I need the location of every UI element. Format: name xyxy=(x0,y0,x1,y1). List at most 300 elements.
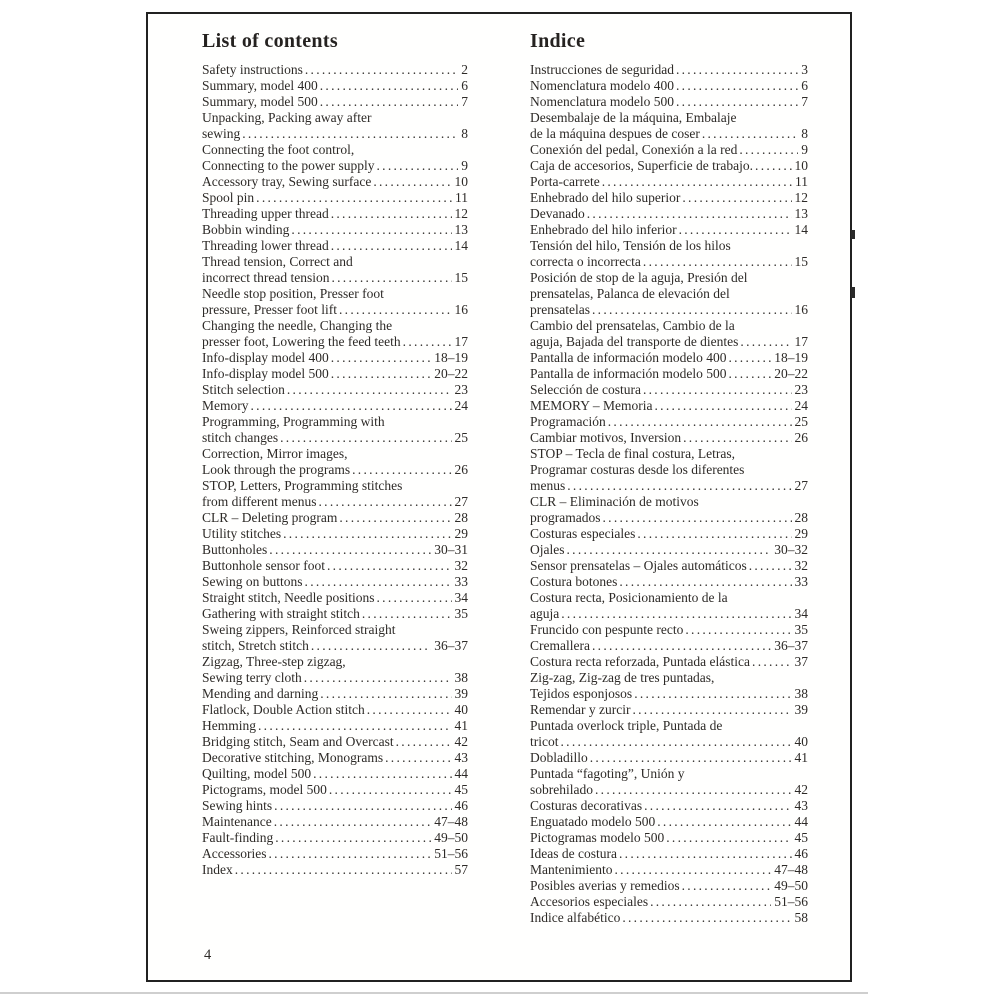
toc-entry-page: 9 xyxy=(801,142,808,157)
toc-entry-line xyxy=(202,686,468,702)
toc-entry xyxy=(530,702,808,718)
toc-entry-page: 51–56 xyxy=(434,846,468,861)
toc-entry xyxy=(530,158,808,174)
toc-entry-page: 33 xyxy=(794,574,808,589)
toc-entry-text: Hemming xyxy=(202,718,256,733)
toc-entry-text: Correction, Mirror images, xyxy=(202,446,348,461)
toc-entry-line xyxy=(530,734,808,750)
dot-leader xyxy=(362,606,452,622)
dot-leader xyxy=(728,366,771,382)
toc-entry-line xyxy=(202,350,468,366)
toc-entry xyxy=(202,702,468,718)
toc-entry xyxy=(530,670,808,702)
dot-leader xyxy=(682,190,791,206)
toc-entry xyxy=(202,526,468,542)
toc-entry xyxy=(202,558,468,574)
toc-entry-line xyxy=(202,478,468,494)
toc-entry-text: tricot xyxy=(530,734,559,749)
toc-entry-text: CLR – Deleting program xyxy=(202,510,338,525)
dot-leader xyxy=(331,206,452,222)
toc-entry-page: 24 xyxy=(794,398,808,413)
dot-leader xyxy=(592,638,771,654)
toc-entry-line xyxy=(202,302,468,318)
toc-entry xyxy=(530,814,808,830)
toc-entry xyxy=(530,110,808,142)
dot-leader xyxy=(619,846,792,862)
toc-entry xyxy=(202,366,468,382)
dot-leader xyxy=(602,174,792,190)
toc-entry-text: from different menus xyxy=(202,494,317,509)
toc-entry xyxy=(530,910,808,926)
dot-leader xyxy=(644,798,791,814)
toc-entry-line xyxy=(530,62,808,78)
toc-entry xyxy=(202,190,468,206)
toc-entries-spanish xyxy=(530,62,808,926)
dot-leader xyxy=(739,142,798,158)
dot-leader xyxy=(235,862,452,878)
toc-entry-line xyxy=(530,206,808,222)
dot-leader xyxy=(634,686,791,702)
toc-entry-text: Info-display model 400 xyxy=(202,350,329,365)
dot-leader xyxy=(385,750,451,766)
toc-entry xyxy=(530,750,808,766)
toc-entry-page: 10 xyxy=(454,174,468,189)
toc-entry xyxy=(202,94,468,110)
toc-entry-line xyxy=(202,206,468,222)
toc-entry-page: 11 xyxy=(795,174,808,189)
toc-entry-line xyxy=(530,846,808,862)
toc-column-english xyxy=(202,29,468,878)
toc-entry-line xyxy=(530,254,808,270)
toc-entry-line xyxy=(530,478,808,494)
toc-entry-text: Summary, model 400 xyxy=(202,78,318,93)
toc-entry-line xyxy=(202,126,468,142)
dot-leader xyxy=(602,510,791,526)
toc-entry-text: Programming, Programming with xyxy=(202,414,385,429)
toc-entry-text: Programar costuras desde los diferentes xyxy=(530,462,745,477)
toc-entry-line xyxy=(202,222,468,238)
toc-entry-page: 16 xyxy=(454,302,468,317)
toc-entry-line xyxy=(530,718,808,734)
toc-entry-text: Fruncido con pespunte recto xyxy=(530,622,684,637)
toc-entry-line xyxy=(202,750,468,766)
toc-entry-line xyxy=(530,142,808,158)
toc-entry-line xyxy=(530,894,808,910)
dot-leader xyxy=(331,238,452,254)
toc-entry-page: 29 xyxy=(454,526,468,541)
toc-entry-line xyxy=(202,734,468,750)
toc-entry-page: 25 xyxy=(454,430,468,445)
toc-entry xyxy=(202,590,468,606)
toc-title-spanish: Indice xyxy=(530,30,586,52)
dot-leader xyxy=(305,574,452,590)
toc-entry-line xyxy=(530,462,808,478)
dot-leader xyxy=(676,62,798,78)
dot-leader xyxy=(749,558,792,574)
toc-entry xyxy=(202,446,468,478)
dot-leader xyxy=(632,702,791,718)
toc-entry-line xyxy=(202,574,468,590)
toc-entry-line xyxy=(530,190,808,206)
toc-entry-line xyxy=(530,430,808,446)
toc-entry-page: 23 xyxy=(454,382,468,397)
toc-entry-page: 12 xyxy=(794,190,808,205)
toc-entry xyxy=(530,238,808,270)
toc-entry-page: 7 xyxy=(801,94,808,109)
toc-entry xyxy=(202,734,468,750)
toc-entry-text: Costuras decorativas xyxy=(530,798,643,813)
toc-entry-line xyxy=(202,254,468,270)
toc-entry-text: Accesorios especiales xyxy=(530,894,649,909)
toc-entry-page: 41 xyxy=(454,718,468,733)
toc-entry-text: Sewing hints xyxy=(202,798,273,813)
toc-entry-page: 47–48 xyxy=(434,814,468,829)
toc-entry xyxy=(202,862,468,878)
dot-leader xyxy=(331,350,432,366)
toc-entry-text: Enhebrado del hilo superior xyxy=(530,190,681,205)
toc-entry-line xyxy=(530,830,808,846)
toc-entry xyxy=(530,526,808,542)
toc-entry-page: 13 xyxy=(794,206,808,221)
toc-entry-page: 57 xyxy=(454,862,468,877)
toc-entry-page: 34 xyxy=(794,606,808,621)
dot-leader xyxy=(331,366,432,382)
toc-entry-text: Accessory tray, Sewing surface xyxy=(202,174,372,189)
toc-entry-text: Pantalla de información modelo 400 xyxy=(530,350,727,365)
toc-entry-text: Puntada overlock triple, Puntada de xyxy=(530,718,723,733)
toc-entry-line xyxy=(202,798,468,814)
dot-leader xyxy=(291,222,451,238)
dot-leader xyxy=(702,126,798,142)
dot-leader xyxy=(339,302,452,318)
dot-leader xyxy=(587,206,792,222)
toc-entry-text: Dobladillo xyxy=(530,750,588,765)
toc-entry-text: Indice alfabético xyxy=(530,910,621,925)
toc-entry xyxy=(530,430,808,446)
toc-entry-text: Ojales xyxy=(530,542,565,557)
toc-entry-page: 13 xyxy=(454,222,468,237)
toc-entry-line xyxy=(530,542,808,558)
toc-entry xyxy=(202,414,468,446)
dot-leader xyxy=(728,350,771,366)
toc-entry-line xyxy=(530,414,808,430)
toc-entry-page: 6 xyxy=(801,78,808,93)
toc-entry-page: 18–19 xyxy=(774,350,808,365)
toc-entry-text: Connecting the foot control, xyxy=(202,142,355,157)
toc-entry-text: Memory xyxy=(202,398,249,413)
toc-entry-line xyxy=(202,382,468,398)
toc-entry-line xyxy=(530,446,808,462)
toc-entries-english xyxy=(202,62,468,878)
toc-entry-text: Desembalaje de la máquina, Embalaje xyxy=(530,110,737,125)
toc-entry-text: Summary, model 500 xyxy=(202,94,318,109)
toc-entry-page: 43 xyxy=(794,798,808,813)
toc-entry-line xyxy=(202,62,468,78)
toc-entry-page: 47–48 xyxy=(774,862,808,877)
toc-entry-line xyxy=(530,654,808,670)
toc-entry-text: Costura botones xyxy=(530,574,618,589)
toc-entry-page: 30–31 xyxy=(434,542,468,557)
toc-entry-page: 26 xyxy=(454,462,468,477)
dot-leader xyxy=(274,798,451,814)
toc-entry-page: 3 xyxy=(801,62,808,77)
toc-entry-line xyxy=(202,78,468,94)
dot-leader xyxy=(650,894,771,910)
toc-entry xyxy=(202,350,468,366)
dot-leader xyxy=(683,430,791,446)
dot-leader xyxy=(320,78,459,94)
toc-entry-text: Pictograms, model 500 xyxy=(202,782,327,797)
toc-entry-line xyxy=(202,190,468,206)
toc-entry-page: 51–56 xyxy=(774,894,808,909)
toc-entry-text: presser foot, Lowering the feed teeth xyxy=(202,334,401,349)
toc-entry-text: sewing xyxy=(202,126,241,141)
toc-entry-page: 18–19 xyxy=(434,350,468,365)
toc-entry xyxy=(530,830,808,846)
toc-entry-page: 10 xyxy=(794,158,808,173)
toc-entry-page: 38 xyxy=(794,686,808,701)
toc-entry-line xyxy=(202,622,468,638)
toc-entry-text: correcta o incorrecta xyxy=(530,254,641,269)
toc-entry xyxy=(202,718,468,734)
toc-entry-text: Posibles averias y remedios xyxy=(530,878,680,893)
toc-entry-line xyxy=(202,318,468,334)
toc-entry-line xyxy=(530,798,808,814)
toc-entry xyxy=(530,94,808,110)
toc-entry xyxy=(530,350,808,366)
toc-entry xyxy=(202,510,468,526)
toc-entry-text: Connecting to the power supply xyxy=(202,158,375,173)
dot-leader xyxy=(740,334,791,350)
toc-entry-text: Programación xyxy=(530,414,606,429)
toc-entry-text: Maintenance xyxy=(202,814,272,829)
toc-entry-line xyxy=(202,110,468,126)
dot-leader xyxy=(275,830,431,846)
toc-entry-text: prensatelas, Palanca de elevación del xyxy=(530,286,730,301)
toc-entry-line xyxy=(530,110,808,126)
toc-column-spanish xyxy=(530,29,808,926)
dot-leader xyxy=(614,862,771,878)
dot-leader xyxy=(592,302,792,318)
dot-leader xyxy=(318,494,451,510)
toc-entry-text: Sewing on buttons xyxy=(202,574,303,589)
dot-leader xyxy=(619,574,791,590)
dot-leader xyxy=(655,398,792,414)
dot-leader xyxy=(242,126,458,142)
dot-leader xyxy=(331,270,451,286)
toc-entry-page: 15 xyxy=(794,254,808,269)
toc-entry-text: Selección de costura xyxy=(530,382,641,397)
toc-entry xyxy=(530,542,808,558)
toc-entry-text: Threading upper thread xyxy=(202,206,329,221)
toc-entry-page: 20–22 xyxy=(434,366,468,381)
toc-entry-line xyxy=(202,142,468,158)
toc-entry-text: STOP – Tecla de final costura, Letras, xyxy=(530,446,735,461)
toc-entry xyxy=(530,798,808,814)
toc-entry-text: Zig-zag, Zig-zag de tres puntadas, xyxy=(530,670,715,685)
toc-entry xyxy=(530,718,808,750)
toc-entry-line xyxy=(202,334,468,350)
dot-leader xyxy=(608,414,792,430)
dot-leader xyxy=(595,782,792,798)
toc-entry-text: Decorative stitching, Monograms xyxy=(202,750,384,765)
toc-entry-line xyxy=(530,606,808,622)
toc-entry-text: Puntada “fagoting”, Unión y xyxy=(530,766,685,781)
toc-entry-page: 27 xyxy=(454,494,468,509)
scan-speck xyxy=(851,230,855,239)
toc-entry xyxy=(202,686,468,702)
toc-entry-text: Posición de stop de la aguja, Presión del xyxy=(530,270,748,285)
toc-entry-text: Safety instructions xyxy=(202,62,303,77)
toc-entry xyxy=(202,798,468,814)
toc-entry-text: Costura recta reforzada, Puntada elástica xyxy=(530,654,751,669)
toc-entry-text: Nomenclatura modelo 400 xyxy=(530,78,674,93)
toc-entry xyxy=(202,222,468,238)
toc-entry-text: incorrect thread tension xyxy=(202,270,330,285)
dot-leader xyxy=(637,526,791,542)
toc-entry xyxy=(530,398,808,414)
toc-entry xyxy=(530,878,808,894)
toc-entry-text: Needle stop position, Presser foot xyxy=(202,286,384,301)
toc-entry-page: 16 xyxy=(794,302,808,317)
toc-entry-text: programados xyxy=(530,510,601,525)
toc-entry-line xyxy=(202,590,468,606)
toc-entry xyxy=(202,766,468,782)
dot-leader xyxy=(313,766,451,782)
toc-entry xyxy=(530,494,808,526)
page-number: 4 xyxy=(204,947,212,963)
toc-entry xyxy=(530,590,808,622)
toc-entry-page: 27 xyxy=(794,478,808,493)
toc-entry-line xyxy=(530,78,808,94)
toc-entry-page: 25 xyxy=(794,414,808,429)
toc-entry-line xyxy=(202,398,468,414)
dot-leader xyxy=(258,718,452,734)
toc-entry-text: Cambio del prensatelas, Cambio de la xyxy=(530,318,735,333)
toc-entry xyxy=(530,766,808,798)
toc-entry-page: 28 xyxy=(454,510,468,525)
toc-entry xyxy=(202,830,468,846)
toc-entry-text: Enhebrado del hilo inferior xyxy=(530,222,677,237)
toc-entry xyxy=(202,478,468,510)
toc-entry xyxy=(202,606,468,622)
toc-entry-page: 6 xyxy=(461,78,468,93)
toc-entry-text: Instrucciones de seguridad xyxy=(530,62,674,77)
toc-entry xyxy=(530,862,808,878)
toc-entry-line xyxy=(530,126,808,142)
dot-leader xyxy=(567,542,772,558)
scan-shadow xyxy=(0,992,868,994)
toc-entry-page: 8 xyxy=(461,126,468,141)
dot-leader xyxy=(403,334,452,350)
toc-entry xyxy=(530,222,808,238)
toc-entry-text: Mantenimiento xyxy=(530,862,613,877)
toc-entry-line xyxy=(530,334,808,350)
toc-entry xyxy=(530,142,808,158)
toc-entry-line xyxy=(202,718,468,734)
toc-entry-line xyxy=(202,670,468,686)
dot-leader xyxy=(367,702,452,718)
dot-leader xyxy=(339,510,451,526)
dot-leader xyxy=(643,382,792,398)
toc-entry-text: Pantalla de información modelo 500 xyxy=(530,366,727,381)
toc-entry-text: Zigzag, Three-step zigzag, xyxy=(202,654,346,669)
dot-leader xyxy=(329,782,452,798)
toc-entry xyxy=(202,286,468,318)
toc-entry-page: 38 xyxy=(454,670,468,685)
toc-entry-line xyxy=(530,238,808,254)
toc-entry-text: Fault-finding xyxy=(202,830,274,845)
toc-entry-page: 58 xyxy=(794,910,808,925)
toc-entry-text: Devanado xyxy=(530,206,585,221)
dot-leader xyxy=(376,158,458,174)
toc-entry-line xyxy=(202,526,468,542)
toc-entry-page: 7 xyxy=(461,94,468,109)
toc-entry-line xyxy=(202,510,468,526)
toc-entry-text: Index xyxy=(202,862,233,877)
toc-entry-line xyxy=(202,542,468,558)
toc-entry-line xyxy=(530,862,808,878)
toc-entry-line xyxy=(202,494,468,510)
toc-entry-line xyxy=(202,174,468,190)
toc-entry-text: Changing the needle, Changing the xyxy=(202,318,393,333)
dot-leader xyxy=(682,878,772,894)
toc-entry-line xyxy=(530,510,808,526)
document-page xyxy=(146,12,852,982)
toc-entry-line xyxy=(202,366,468,382)
toc-entry-text: menus xyxy=(530,478,566,493)
toc-entry-page: 35 xyxy=(454,606,468,621)
toc-entry xyxy=(530,894,808,910)
toc-entry xyxy=(202,382,468,398)
toc-entry-text: Bobbin winding xyxy=(202,222,290,237)
toc-entry-line xyxy=(202,158,468,174)
dot-leader xyxy=(676,78,798,94)
toc-entry xyxy=(530,654,808,670)
toc-entry xyxy=(530,558,808,574)
toc-entry-line xyxy=(530,574,808,590)
dot-leader xyxy=(567,478,791,494)
toc-entry-line xyxy=(530,302,808,318)
toc-entry-line xyxy=(202,862,468,878)
toc-entry-text: stitch, Stretch stitch xyxy=(202,638,309,653)
toc-entry-page: 36–37 xyxy=(434,638,468,653)
toc-entry-line xyxy=(530,622,808,638)
toc-entry-line xyxy=(530,398,808,414)
toc-entry-page: 12 xyxy=(454,206,468,221)
toc-entry-line xyxy=(202,462,468,478)
toc-entry-text: aguja, Bajada del transporte de dientes xyxy=(530,334,739,349)
dot-leader xyxy=(280,430,451,446)
toc-entry-page: 44 xyxy=(794,814,808,829)
toc-entry-page: 40 xyxy=(454,702,468,717)
toc-entry-text: MEMORY – Memoria xyxy=(530,398,653,413)
toc-entry-page: 20–22 xyxy=(774,366,808,381)
toc-entry xyxy=(530,846,808,862)
toc-entry-text: Remendar y zurcir xyxy=(530,702,631,717)
toc-entry-text: Utility stitches xyxy=(202,526,282,541)
toc-entry-text: Tejidos esponjosos xyxy=(530,686,633,701)
toc-entry-line xyxy=(530,286,808,302)
toc-entry xyxy=(530,206,808,222)
toc-entry-page: 33 xyxy=(454,574,468,589)
toc-entry-line xyxy=(530,382,808,398)
toc-entry xyxy=(202,62,468,78)
toc-entry-page: 11 xyxy=(455,190,468,205)
toc-entry-text: STOP, Letters, Programming stitches xyxy=(202,478,403,493)
dot-leader xyxy=(657,814,791,830)
toc-entry-page: 36–37 xyxy=(774,638,808,653)
